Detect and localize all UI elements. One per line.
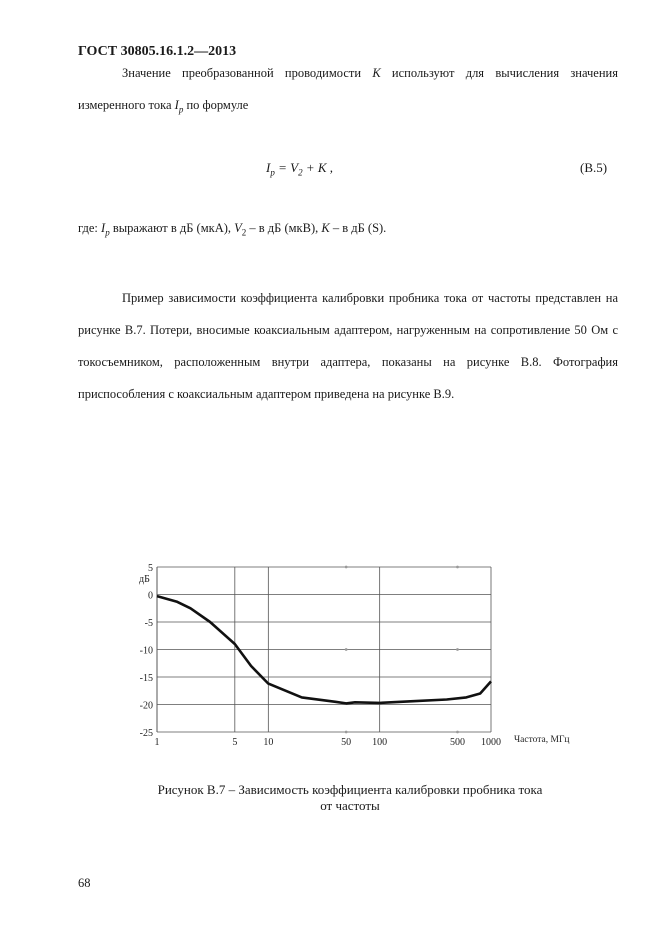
y-tick-label: -15 — [139, 673, 153, 684]
y-axis-label: дБ — [139, 574, 150, 585]
caption-line-1: Рисунок В.7 – Зависимость коэффициента калибровки пробника тока — [157, 782, 543, 797]
x-tick-label: 1 — [154, 737, 160, 748]
y-tick-label: -25 — [139, 728, 153, 739]
y-tick-label: 0 — [148, 590, 153, 602]
caption-line-2: от частоты — [320, 798, 380, 813]
y-tick-label: 5 — [148, 563, 153, 574]
grid-dot-marker — [456, 731, 459, 734]
y-tick-label: -10 — [139, 645, 153, 657]
document-header: ГОСТ 30805.16.1.2—2013 — [78, 44, 237, 59]
paragraph-example: Пример зависимости коэффициента калибровки пробника тока от частоты представлен на рисунке В.7. Потери, вносимые коаксиальным адаптером, нагруженным на сопротивление 50 Ом с токосъемником, расположенным внутри адаптера, показаны на рисунке В.8. Фотография приспособления с коаксиальным адаптером приведена на рисунке В.9. — [78, 291, 618, 401]
x-tick-label: 5 — [232, 737, 238, 748]
grid-dot-marker — [345, 648, 348, 651]
equation-number: (В.5) — [580, 160, 608, 175]
grid-dot-marker — [345, 731, 348, 734]
paragraph-where: где: $I_p$ выражают в дБ (мкА), $V_2$ – в дБ (мкВ), K – в дБ (S). — [78, 221, 387, 238]
figure-caption — [110, 782, 590, 814]
y-tick-label: -5 — [144, 618, 153, 629]
x-tick-label: 50 — [341, 737, 352, 748]
grid-dot-marker — [456, 648, 459, 651]
x-tick-label: 100 — [372, 737, 388, 748]
grid-dot-marker — [456, 566, 459, 569]
y-tick-label: -20 — [139, 700, 153, 712]
paragraph-conductance: Значение преобразованной проводимости K используют для вычисления значения измеренного тока $I_p$ по формуле — [78, 66, 618, 115]
grid-dot-marker — [345, 566, 348, 569]
page-number: 68 — [78, 876, 91, 890]
x-tick-label: 500 — [449, 737, 465, 748]
x-axis-label: Частота, МГц — [514, 735, 570, 745]
formula-b5: $I_p = V_2 + K$ , — [266, 160, 334, 178]
x-tick-label: 1000 — [481, 737, 501, 748]
x-tick-label: 10 — [263, 737, 274, 748]
